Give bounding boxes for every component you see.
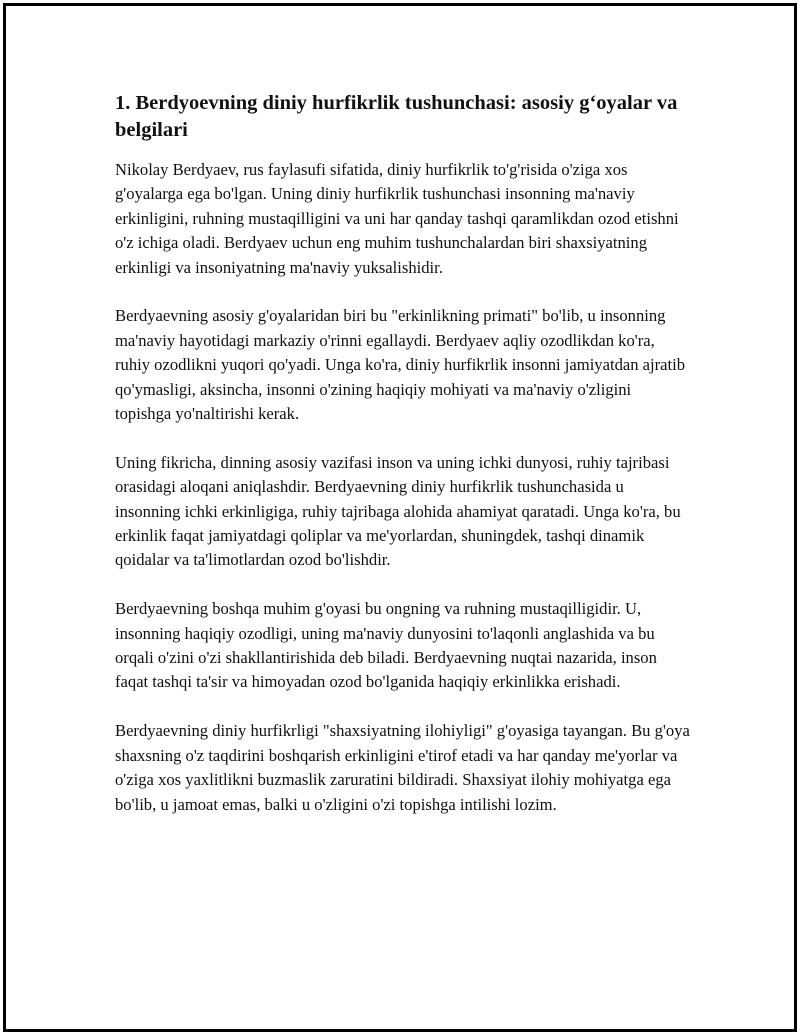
document-body [115,90,690,841]
paragraph-4: Berdyaevning boshqa muhim g'oyasi bu ongning va ruhning mustaqilligidir. U, insonning haqiqiy ozodligi, uning ma'naviy dunyosini to'laqonli anglashida va bu orqali o'zini o'zi shakllantirishida deb biladi. Berdyaevning nuqtai nazarida, inson faqat tashqi ta'sir va himoyadan ozod bo'lganida haqiqiy erkinlikka erishadi. [115,599,657,692]
paragraph-2: Berdyaevning asosiy g'oyalaridan biri bu "erkinlikning primati" bo'lib, u insonning ma'naviy hayotidagi markaziy o'rinni egallaydi. Berdyaev aqliy ozodlikdan ko'ra, ruhiy ozodlikni yuqori qo'yadi. Unga ko'ra, diniy hurfikrlik insonni jamiyatdan ajratib qo'ymasligi, aksincha, insonni o'zining haqiqiy mohiyati va ma'naviy o'zligini topishga yo'naltirishi kerak. [115,306,686,424]
paragraph-3: Uning fikricha, dinning asosiy vazifasi inson va uning ichki dunyosi, ruhiy tajribasi orasidagi aloqani aniqlashdir. Berdyaevning diniy hurfikrlik tushunchasida u insonning ichki erkinligiga, ruhiy tajribaga alohida ahamiyat qaratadi. Unga ko'ra, bu erkinlik faqat jamiyatdagi qoliplar va me'yorlardan, shuningdek, tashqi dinamik qoidalar va ta'limotlardan ozod bo'lishdir. [115,452,681,570]
paragraph-5: Berdyaevning diniy hurfikrligi "shaxsiyatning ilohiyligi" g'oyasiga tayangan. Bu g'oya shaxsning o'z taqdirini boshqarish erkinligini e'tirof etadi va har qanday me'yorlar va o'ziga xos yaxlitlikni buzmaslik zaruratini bildiradi. Shaxsiyat ilohiy mohiyatga ega bo'lib, u jamoat emas, balki u o'zligini o'zi topishga intilishi lozim. [115,721,690,814]
section-heading: 1. Berdyoevning diniy hurfikrlik tushunchasi: asosiy g‘oyalar va belgilari [115,92,678,141]
paragraph-1: Nikolay Berdyaev, rus faylasufi sifatida, diniy hurfikrlik to'g'risida o'ziga xos g'oyalarga ega bo'lgan. Uning diniy hurfikrlik tushunchasi insonning ma'naviy erkinligini, ruhning mustaqilligini va uni har qanday tashqi qaramlikdan ozod etishni o'z ichiga oladi. Berdyaev uchun eng muhim tushunchalardan biri shaxsiyatning erkinligi va insoniyatning ma'naviy yuksalishidir. [115,160,679,277]
